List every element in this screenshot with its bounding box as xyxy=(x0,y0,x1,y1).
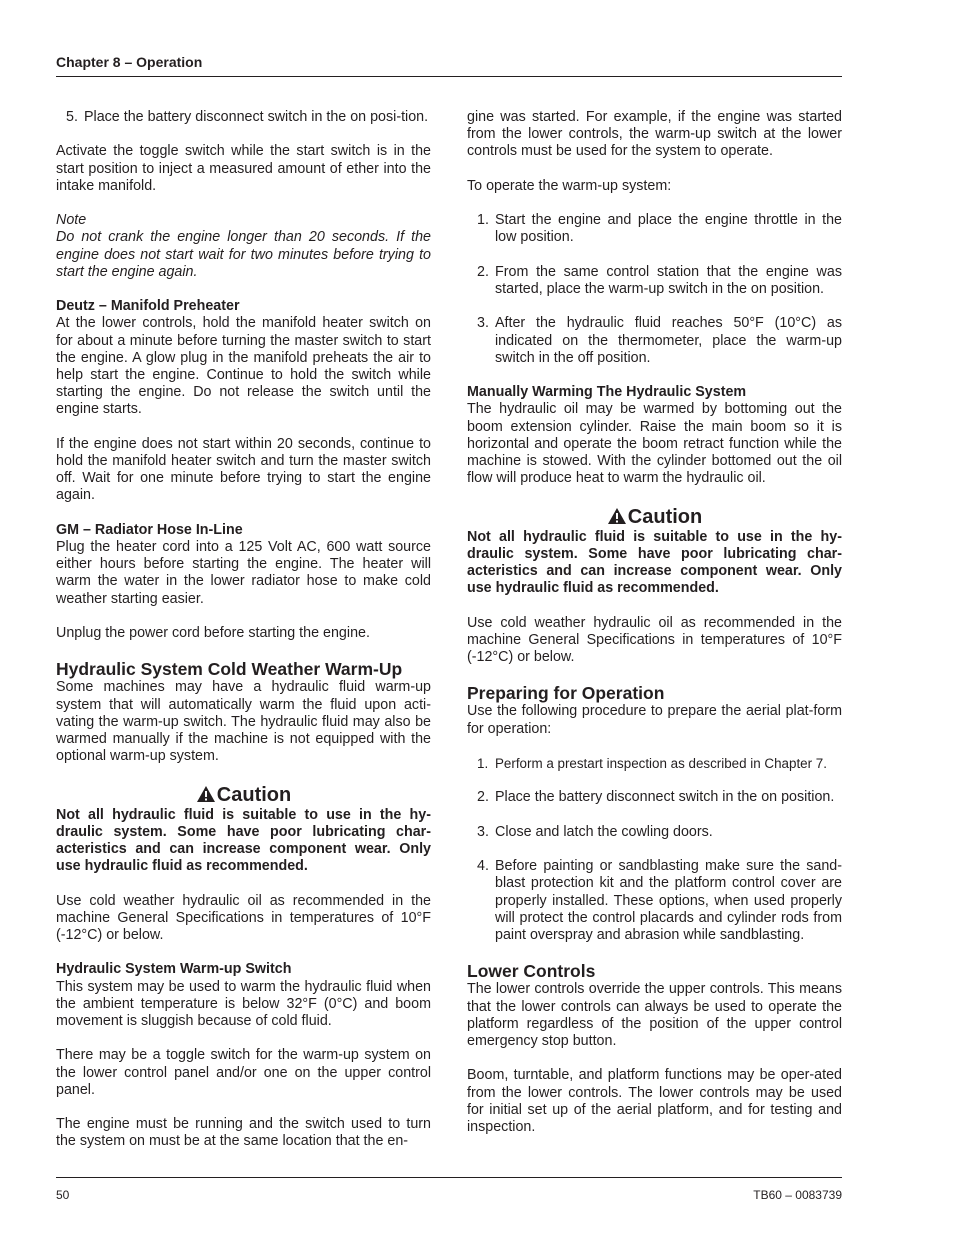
paragraph: Some machines may have a hydraulic fluid warm-up system that will automatically warm the fluid upon acti-vating the warm-up switch. The hydraulic fluid may also be warmed manually if the machine is not equipped with the optional warm-up system. xyxy=(56,679,431,765)
step-list xyxy=(56,109,431,126)
document-number: TB60 – 0083739 xyxy=(753,1188,842,1202)
chapter-title: Chapter 8 – Operation xyxy=(56,54,203,70)
paragraph: Use cold weather hydraulic oil as recommended in the machine General Specifications in temperatures of 10°F (-12°C) or below. xyxy=(56,892,431,943)
list-item: 5. Place the battery disconnect switch in the on posi-tion. xyxy=(66,109,429,125)
caution-heading: Caution xyxy=(467,505,842,529)
section-heading: Hydraulic System Warm-up Switch xyxy=(56,961,292,978)
section-heading: Lower Controls xyxy=(467,961,596,982)
left-column xyxy=(56,109,431,1168)
step-list xyxy=(467,212,842,367)
list-item: 2. Place the battery disconnect switch in the on position. xyxy=(477,789,835,806)
section-heading: Manually Warming The Hydraulic System xyxy=(467,384,747,401)
page-header xyxy=(56,54,842,77)
section-heading: Hydraulic System Cold Weather Warm-Up xyxy=(56,659,403,680)
caution-heading: Caution xyxy=(56,783,431,807)
list-item: 1. Perform a prestart inspection as described in Chapter 7. xyxy=(477,755,827,771)
list-item: 3. Close and latch the cowling doors. xyxy=(477,823,713,840)
paragraph: Activate the toggle switch while the start switch is in the start position to inject a measured amount of ether into the intake manifold. xyxy=(56,143,431,194)
note-text: Do not crank the engine longer than 20 seconds. If the engine does not start wait for two minutes before trying to start the engine again. xyxy=(56,229,431,280)
paragraph: The hydraulic oil may be warmed by bottoming out the boom extension cylinder. Raise the main boom so it is horizontal and operate the boom retract function while the machine is stowed. With the cylinder bottomed out the oil flow will produce heat to warm the hydraulic oil. xyxy=(467,401,842,487)
paragraph: Boom, turntable, and platform functions may be oper-ated from the lower controls. The lower controls may be used for initial set up of the aerial platform, and for testing and inspection. xyxy=(467,1067,842,1135)
note-label: Note xyxy=(56,212,87,229)
section-heading: Preparing for Operation xyxy=(467,683,665,704)
caution-text: Not all hydraulic fluid is suitable to use in the hy-draulic system. Some have poor lubricating char-acteristics and can increase component wear. Only use hydraulic fluid as recommended. xyxy=(467,528,842,597)
list-item: 3. After the hydraulic fluid reaches 50°F (10°C) as indicated on the thermometer, place the warm-up switch in the off position. xyxy=(477,315,842,366)
page-footer xyxy=(56,1177,842,1202)
section-heading: Deutz – Manifold Preheater xyxy=(56,298,240,315)
paragraph: gine was started. For example, if the engine was started from the lower controls, the warm-up switch at the lower controls must be used for the system to operate. xyxy=(467,109,842,160)
paragraph: To operate the warm-up system: xyxy=(467,177,672,194)
paragraph: This system may be used to warm the hydraulic fluid when the ambient temperature is below 32°F (0°C) and boom movement is sluggish because of cold fluid. xyxy=(56,978,431,1029)
page-number: 50 xyxy=(56,1188,70,1202)
paragraph: There may be a toggle switch for the warm-up system on the lower control panel and/or one on the upper control panel. xyxy=(56,1047,431,1098)
caution-text: Not all hydraulic fluid is suitable to use in the hy-draulic system. Some have poor lubricating char-acteristics and can increase component wear. Only use hydraulic fluid as recommended. xyxy=(56,806,431,875)
paragraph: Use the following procedure to prepare the aerial plat-form for operation: xyxy=(467,703,842,737)
warning-triangle-icon xyxy=(196,785,216,803)
paragraph: Unplug the power cord before starting the engine. xyxy=(56,625,370,641)
paragraph: Use cold weather hydraulic oil as recommended in the machine General Specifications in temperatures of 10°F (-12°C) or below. xyxy=(467,614,842,665)
right-column xyxy=(467,109,842,1153)
paragraph: The lower controls override the upper controls. This means that the lower controls can always be used to operate the platform regardless of the position of the upper control emergency stop button. xyxy=(467,981,842,1049)
list-item: 2. From the same control station that the engine was started, place the warm-up switch in the on position. xyxy=(477,263,842,297)
section-heading: GM – Radiator Hose In-Line xyxy=(56,521,243,538)
paragraph: The engine must be running and the switch used to turn the system on must be at the same location that the en- xyxy=(56,1116,431,1150)
list-item: 4. Before painting or sandblasting make sure the sand-blast protection kit and the platform control cover are properly installed. These options, when used properly will protect the control placards and cylinder rods from paint overspray and abrasion while sandblasting. xyxy=(477,858,842,943)
paragraph: If the engine does not start within 20 seconds, continue to hold the manifold heater switch and turn the master switch off. Wait for one minute before trying to start the engine again. xyxy=(56,435,431,504)
paragraph: At the lower controls, hold the manifold heater switch on for about a minute before turning the master switch to start the engine. A glow plug in the manifold preheats the air to help start the engine. Continue to hold the switch while starting the engine. Do not release the switch until the engine starts. xyxy=(56,315,431,418)
paragraph: Plug the heater cord into a 125 Volt AC, 600 watt source either hours before starting the engine. The heater will warm the water in the lower radiator hose to make cold weather starting easier. xyxy=(56,539,431,607)
warning-triangle-icon xyxy=(607,507,627,525)
step-list xyxy=(467,755,842,944)
list-item: 1. Start the engine and place the engine throttle in the low position. xyxy=(477,212,842,246)
